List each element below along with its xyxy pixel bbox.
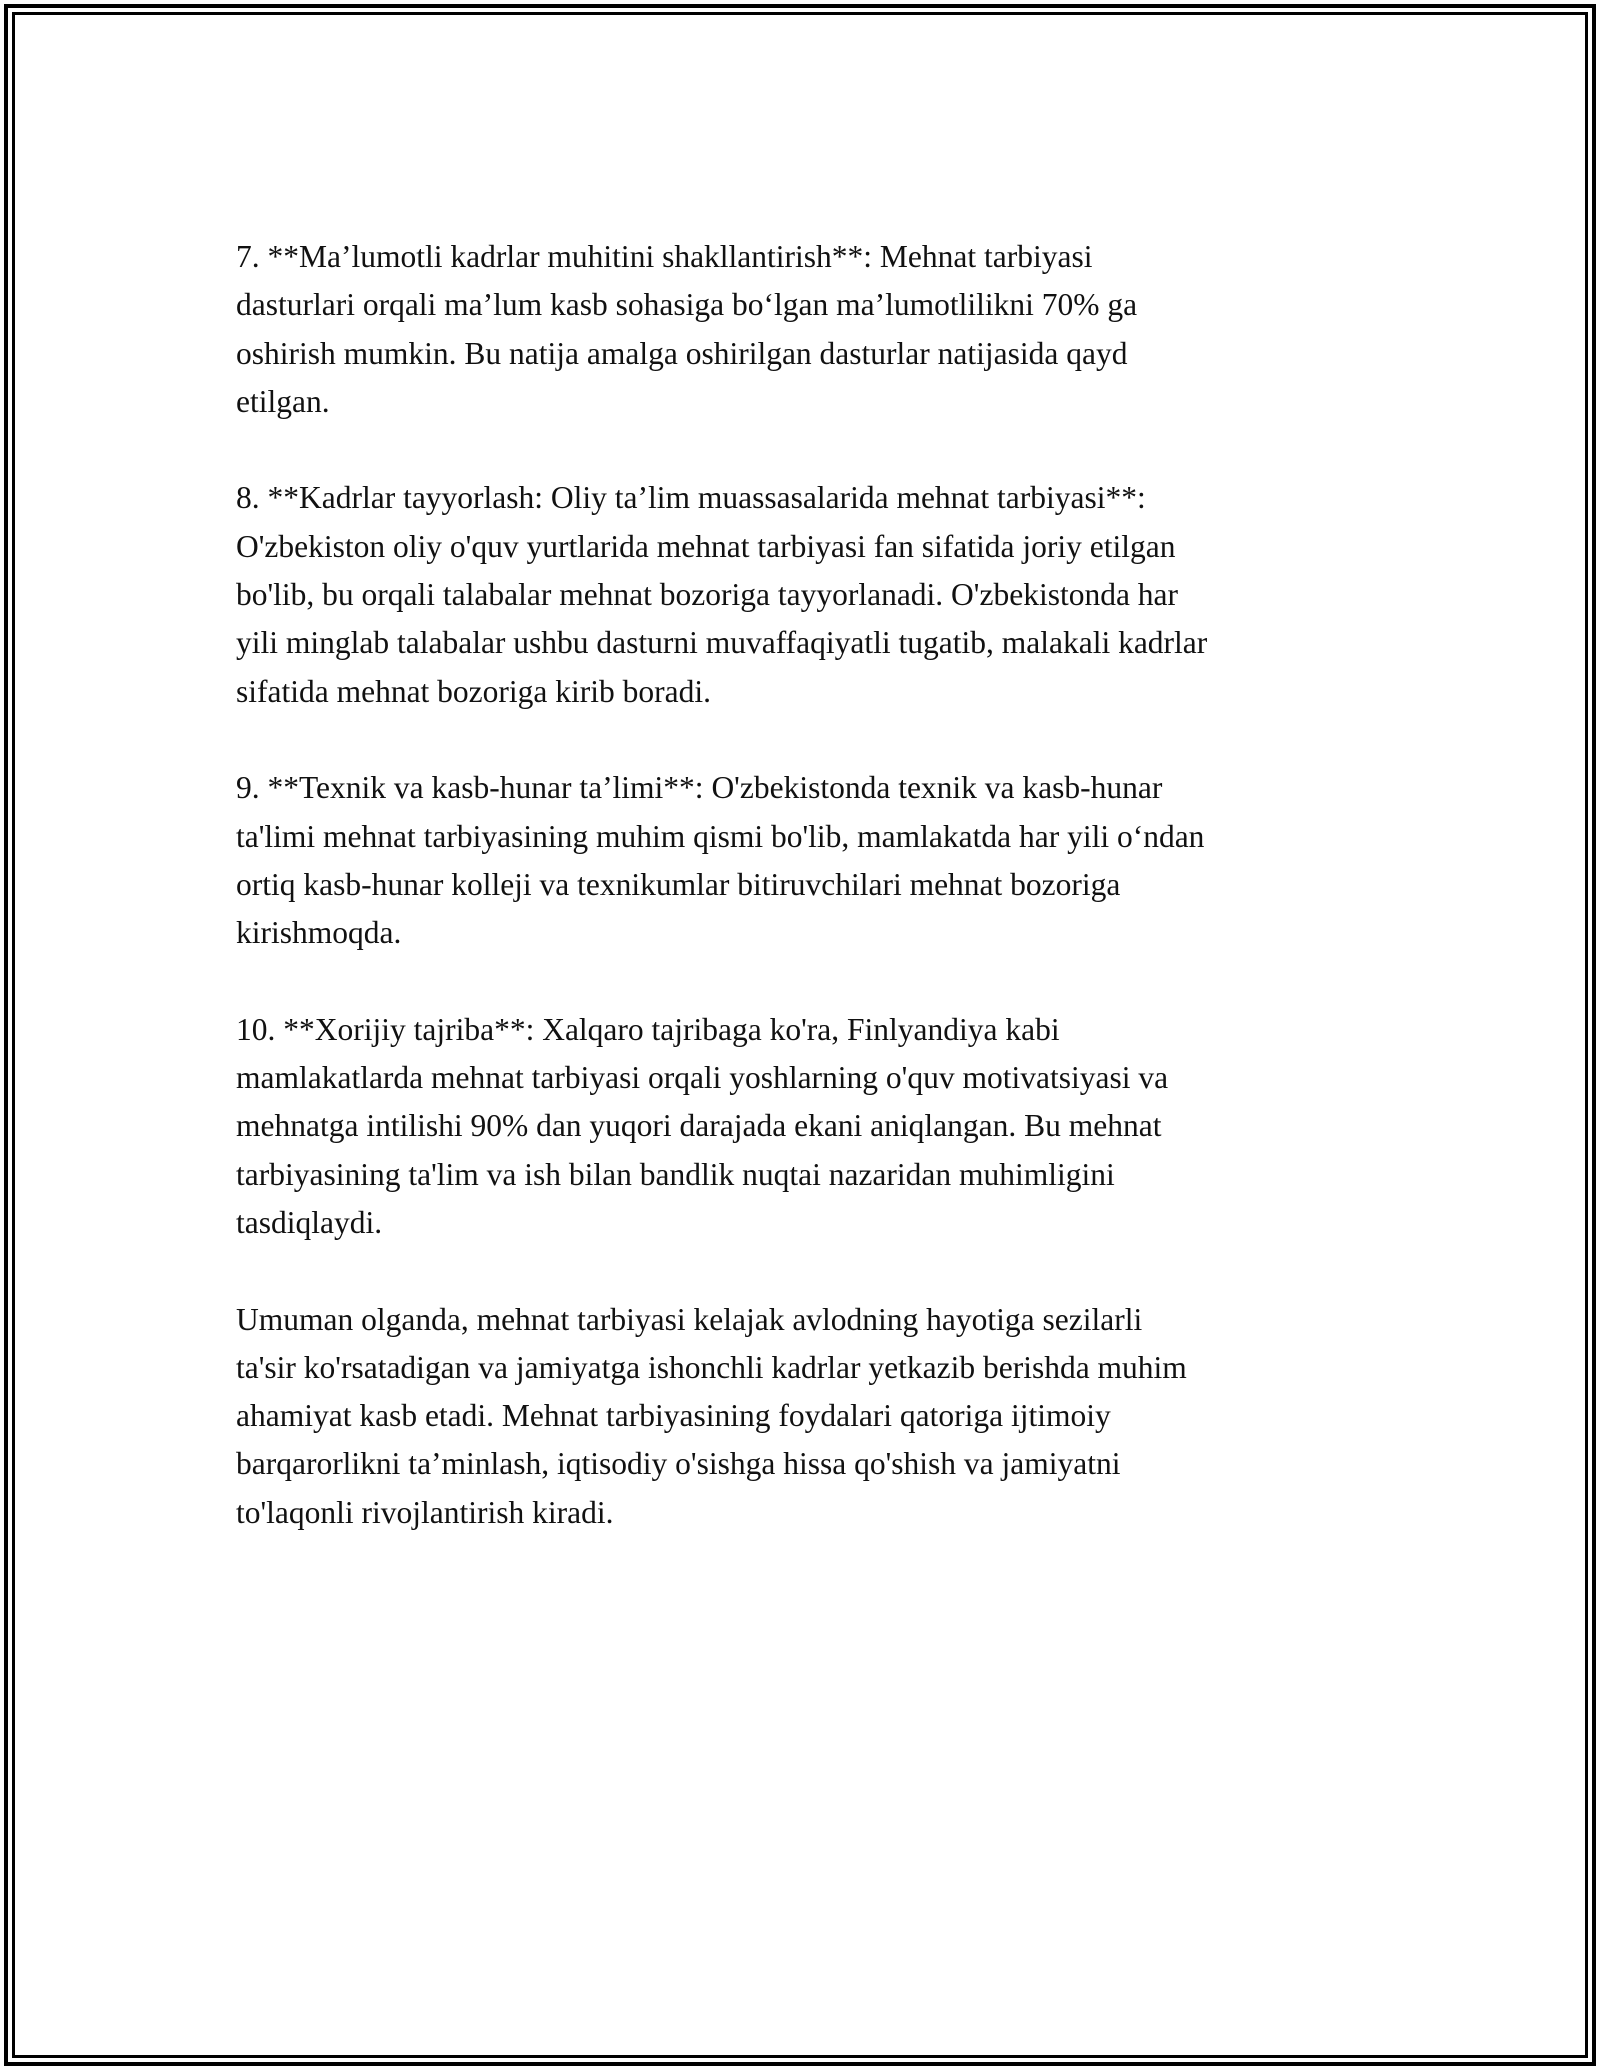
paragraph-conclusion: Umuman olganda, mehnat tarbiyasi kelajak avlodning hayotiga sezilarli ta'sir ko'rsatadigan va jamiyatga ishonchli kadrlar yetkazib berishda muhim ahamiyat kasb etadi. Mehnat tarbiyasining foydalari qatoriga ijtimoiy barqarorlikni ta’minlash, iqtisodiy o'sishga hissa qo'shish va jamiyatni to'laqonli rivojlantirish kiradi. bbox=[236, 1301, 1187, 1530]
document-body bbox=[236, 233, 1366, 1537]
paragraph-item-7: 7. **Ma’lumotli kadrlar muhitini shakllantirish**: Mehnat tarbiyasi dasturlari orqali ma’lum kasb sohasiga bo‘lgan ma’lumotlilikni 70% ga oshirish mumkin. Bu natija amalga oshirilgan dasturlar natijasida qayd etilgan. bbox=[236, 239, 1138, 419]
paragraph-item-9: 9. **Texnik va kasb-hunar ta’limi**: O'zbekistonda texnik va kasb-hunar ta'limi mehnat tarbiyasining muhim qismi bo'lib, mamlakatda har yili o‘ndan ortiq kasb-hunar kolleji va texnikumlar bitiruvchilari mehnat bozoriga kirishmoqda. bbox=[236, 770, 1205, 951]
paragraph-item-10: 10. **Xorijiy tajriba**: Xalqaro tajribaga ko'ra, Finlyandiya kabi mamlakatlarda mehnat tarbiyasi orqali yoshlarning o'quv motivatsiyasi va mehnatga intilishi 90% dan yuqori darajada ekani aniqlangan. Bu mehnat tarbiyasining ta'lim va ish bilan bandlik nuqtai nazaridan muhimligini tasdiqlaydi. bbox=[236, 1011, 1169, 1240]
paragraph-item-8: 8. **Kadrlar tayyorlash: Oliy ta’lim muassasalarida mehnat tarbiyasi**: O'zbekiston oliy o'quv yurtlarida mehnat tarbiyasi fan sifatida joriy etilgan bo'lib, bu orqali talabalar mehnat bozoriga tayyorlanadi. O'zbekistonda har yili minglab talabalar ushbu dasturni muvaffaqiyatli tugatib, malakali kadrlar sifatida mehnat bozoriga kirib boradi. bbox=[236, 480, 1208, 709]
